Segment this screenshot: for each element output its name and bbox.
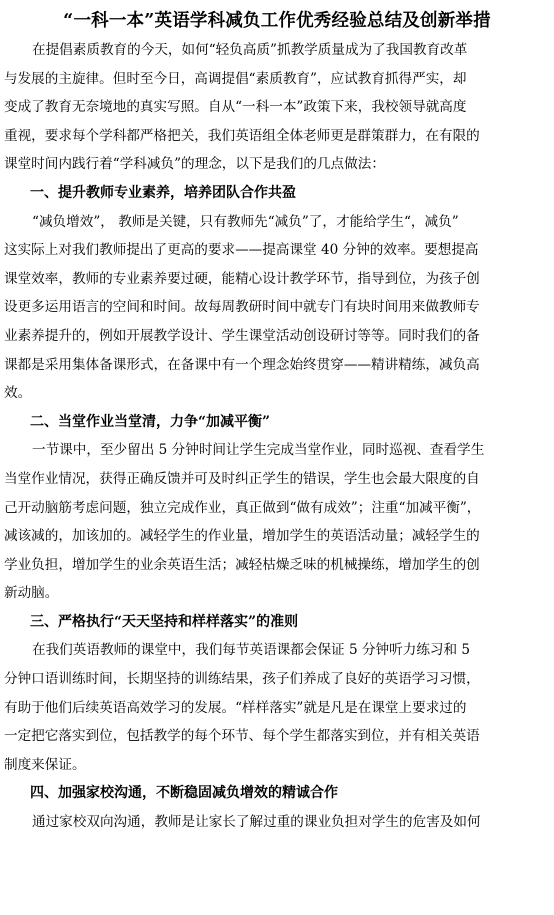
document-title: “一科一本”英语学科减负工作优秀经验总结及创新举措 — [63, 11, 491, 31]
line-text: 在我们英语教师的课堂中，我们每节英语课都会保证 5 分钟听力练习和 5 — [32, 642, 471, 659]
paragraph-line: 课堂效率，教师的专业素养要过硬，能精心设计教学环节，指导到位，为孩子创 — [4, 270, 480, 287]
paragraph-line: 变成了教育无奈境地的真实写照。自从“一科一本”政策下来，我校领导就高度 — [4, 99, 467, 116]
paragraph-intro — [4, 36, 550, 179]
paragraph-line: 己开动脑筋考虑问题，独立完成作业，真正做到“做有成效”；注重“加减平衡”， — [4, 499, 481, 516]
paragraph-line: 分钟口语训练时间，长期坚持的训练结果，孩子们养成了良好的英语学习习惯， — [4, 671, 480, 688]
paragraph-line: 设更多运用语言的空间和时间。故每周教研时间中就专门有块时间用来做教师专 — [4, 299, 480, 316]
paragraph-line: 这实际上对我们教师提出了更高的要求——提高课堂 40 分钟的效率。要想提高 — [4, 242, 479, 259]
paragraph-line: 新动脑。 — [4, 585, 59, 602]
paragraph-line — [4, 808, 550, 837]
paragraph-line: 当堂作业情况，获得正确反馈并可及时纠正学生的错误，学生也会最大限度的自 — [4, 470, 480, 487]
paragraph-line: 减该减的，加该加的。减轻学生的作业量，增加学生的英语活动量；减轻学生的 — [4, 528, 480, 545]
section-heading-4: 四、加强家校沟通，不断稳固减负增效的精诚合作 — [30, 785, 338, 802]
paragraph-line: 与发展的主旋律。但时至今日，高调提倡“素质教育”，应试教育抓得严实，却 — [4, 70, 467, 87]
paragraph-line: 业素养提升的，例如开展教学设计、学生课堂活动创设研讨等等。同时我们的备 — [4, 327, 480, 344]
paragraph-line — [4, 36, 550, 65]
line-text: 在提倡素质教育的今天，如何“轻负高质”抓教学质量成为了我国教育改革 — [32, 42, 468, 58]
paragraph-section-1 — [4, 208, 550, 408]
paragraph-line: 课都是采用集体备课形式，在备课中有一个理念始终贯穿——精讲精练，减负高 — [4, 356, 480, 373]
paragraph-line: 重视，要求每个学科都严格把关，我们英语组全体老师更是群策群力，在有限的 — [4, 127, 480, 144]
paragraph-section-4 — [4, 808, 550, 837]
section-heading-1: 一、提升教师专业素养，培养团队合作共盈 — [30, 184, 296, 201]
paragraph-line: 学业负担，增加学生的业余英语生活；减轻枯燥乏味的机械操练，增加学生的创 — [4, 556, 480, 573]
paragraph-line: 制度来保证。 — [4, 756, 86, 773]
paragraph-section-2 — [4, 436, 550, 608]
paragraph-line — [4, 636, 550, 665]
paragraph-line: 效。 — [4, 385, 32, 402]
section-heading-3: 三、严格执行“天天坚持和样样落实”的准则 — [30, 613, 299, 630]
paragraph-line — [4, 436, 550, 465]
paragraph-line — [4, 208, 550, 237]
section-heading-2: 二、当堂作业当堂清，力争“加减平衡” — [30, 413, 271, 430]
paragraph-section-3 — [4, 636, 550, 779]
paragraph-line: 一定把它落实到位，包括教学的每个环节、每个学生都落实到位，并有相关英语 — [4, 728, 480, 745]
line-text: 通过家校双向沟通，教师是让家长了解过重的课业负担对学生的危害及如何 — [32, 814, 481, 831]
line-text: 一节课中，至少留出 5 分钟时间让学生完成当堂作业，同时巡视、查看学生 — [32, 442, 485, 459]
paragraph-line: 课堂时间内践行着“学科减负”的理念，以下是我们的几点做法： — [4, 156, 385, 173]
paragraph-line: 有助于他们后续英语高效学习的发展。“样样落实”就是凡是在课堂上要求过的 — [4, 699, 467, 716]
line-text: “减负增效”， 教师是关键，只有教师先“减负”了，才能给学生“，减负” — [32, 213, 459, 230]
